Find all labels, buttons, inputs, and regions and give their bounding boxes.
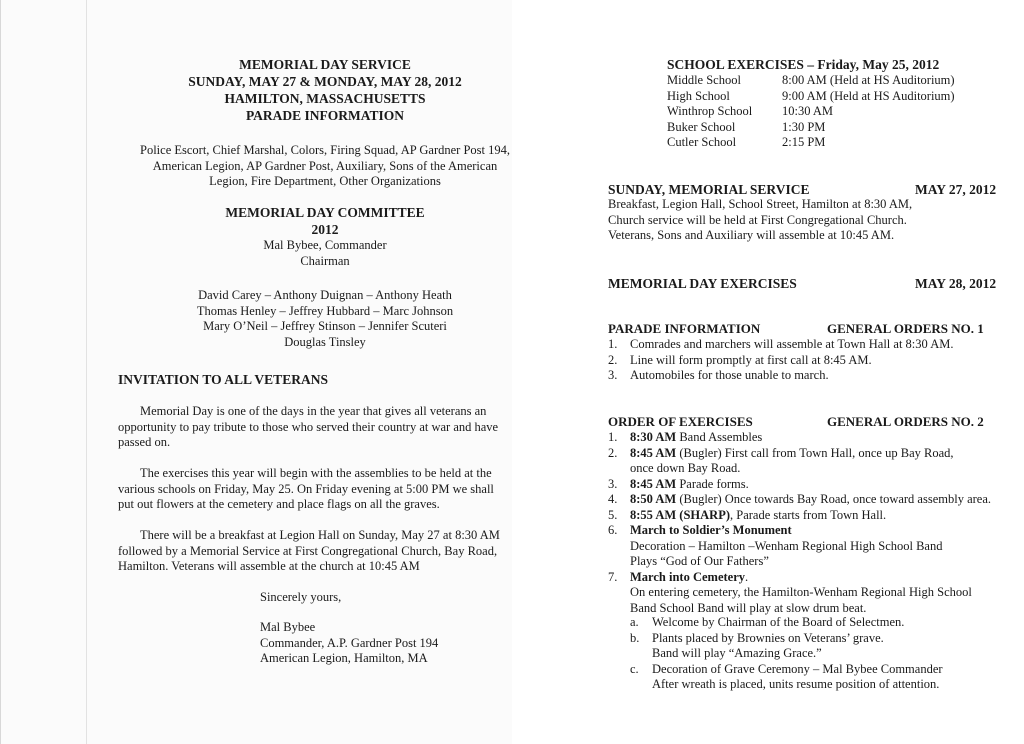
item-number: 1. [608,430,618,444]
exercises-date: MAY 28, 2012 [915,276,997,291]
school-time: 9:00 AM (Held at HS Auditorium) [782,88,955,103]
item-number: 3. [608,368,618,382]
para-line: put out flowers at the cemetery and place flags on all the graves. [118,497,440,511]
para-line: Hamilton. Veterans will assemble at the church at 10:45 AM [118,559,420,573]
para-line: The exercises this year will begin with the assemblies to be held at the [140,466,492,480]
units-line: Legion, Fire Department, Other Organizations [209,174,441,188]
para-line: passed on. [118,435,171,449]
item-text: Comrades and marchers will assemble at Town Hall at 8:30 AM. [630,337,954,351]
item-bold: 8:45 AM [630,476,677,491]
signature-line: American Legion, Hamilton, MA [260,651,428,665]
item-number: 3. [608,476,618,491]
item-text: After wreath is placed, units resume position of attention. [652,677,940,691]
item-bold: 8:45 AM [630,445,677,460]
item-number: 7. [608,569,618,584]
item-text: (Bugler) First call from Town Hall, once up Bay Road, [676,445,954,460]
item-number: 2. [608,445,618,460]
school-name: Buker School [667,119,736,134]
item-letter: b. [630,630,640,645]
sunday-service-title: SUNDAY, MEMORIAL SERVICE [608,182,810,197]
signature-line: Mal Bybee [260,620,316,634]
school-time: 8:00 AM (Held at HS Auditorium) [782,73,955,87]
item-text: Welcome by Chairman of the Board of Selectmen. [652,615,905,629]
item-bold: March to Soldier’s Monument [630,523,792,537]
header-line: SUNDAY, MAY 27 & MONDAY, MAY 28, 2012 [188,74,462,89]
item-text: Plants placed by Brownies on Veterans’ grave. [652,630,884,645]
item-text: once down Bay Road. [630,461,741,475]
school-name: High School [667,88,730,103]
item-text: Band Assembles [676,430,763,444]
item-text: (Bugler) Once towards Bay Road, once toward assembly area. [676,492,992,506]
parade-list [608,337,1008,387]
para-line: various schools on Friday, May 25. On Friday evening at 5:00 PM we shall [118,481,494,496]
exercises-title: MEMORIAL DAY EXERCISES [608,276,797,291]
signature-line: Commander, A.P. Gardner Post 194 [260,635,439,650]
item-bold: 8:50 AM [630,492,677,506]
item-number: 2. [608,352,618,367]
committee-title: MEMORIAL DAY COMMITTEE [225,205,425,220]
para-line: There will be a breakfast at Legion Hall on Sunday, May 27 at 8:30 AM [140,528,500,542]
school-time: 2:15 PM [782,135,826,149]
units-line: Police Escort, Chief Marshal, Colors, Firing Squad, AP Gardner Post 194, [140,143,510,157]
para-line: Memorial Day is one of the days in the year that gives all veterans an [140,404,487,418]
item-text: Band will play “Amazing Grace.” [652,646,822,660]
school-name: Middle School [667,73,741,87]
header-line: PARADE INFORMATION [245,108,405,123]
para-line: followed by a Memorial Service at First Congregational Church, Bay Road, [118,543,498,558]
members-line: Mary O’Neil – Jeffrey Stinson – Jennifer Scuteri [203,319,447,333]
signature-block [260,620,438,667]
para-line: opportunity to pay tribute to those who served their country at war and have [118,419,499,434]
item-number: 6. [608,523,618,537]
item-text: Automobiles for those unable to march. [630,368,829,382]
school-name: Cutler School [667,135,737,149]
order-of-exercises-title: ORDER OF EXERCISES [608,414,753,429]
item-text: Band School Band will play at slow drum beat. [630,600,867,615]
item-number: 1. [608,337,618,351]
sunday-line: Church service will be held at First Congregational Church. [608,212,907,227]
committee-year: 2012 [311,222,339,237]
cemetery-sublist [630,615,1010,695]
item-number: 5. [608,507,618,522]
chairman-label: Chairman [300,253,350,268]
committee-members [118,288,532,350]
members-line: Douglas Tinsley [284,334,366,349]
page-edge [86,0,87,744]
item-text: On entering cemetery, the Hamilton-Wenham Regional High School [630,585,972,599]
sunday-details [608,197,912,244]
item-text: Plays “God of Our Fathers” [630,554,769,568]
item-bold: 8:55 AM (SHARP) [630,507,730,522]
invitation-paragraph-1 [118,404,538,451]
item-bold: 8:30 AM [630,430,677,444]
item-text: , Parade starts from Town Hall. [730,507,887,522]
parade-info-title: PARADE INFORMATION [608,321,761,336]
item-letter: a. [630,615,639,629]
general-orders-2-title: GENERAL ORDERS NO. 2 [827,414,984,429]
general-orders-1-title: GENERAL ORDERS NO. 1 [827,321,984,336]
invitation-paragraph-3 [118,528,538,575]
order-list [608,430,1018,620]
item-text: Line will form promptly at first call at 8:45 AM. [630,352,872,367]
parade-units [118,143,532,190]
members-line: Thomas Henley – Jeffrey Hubbard – Marc Johnson [196,303,454,318]
item-text: Decoration of Grave Ceremony – Mal Bybee Commander [652,661,943,676]
invitation-title: INVITATION TO ALL VETERANS [118,372,328,387]
school-schedule [667,73,1007,153]
item-text: Parade forms. [676,476,749,491]
header-line: HAMILTON, MASSACHUSETTS [224,91,426,106]
members-line: David Carey – Anthony Duignan – Anthony Heath [198,288,452,302]
school-exercises-title: SCHOOL EXERCISES – Friday, May 25, 2012 [667,57,940,72]
commander-name: Mal Bybee, Commander [263,238,387,252]
sunday-line: Veterans, Sons and Auxiliary will assemble at 10:45 AM. [608,228,895,242]
header-line: MEMORIAL DAY SERVICE [239,57,411,72]
item-text: Decoration – Hamilton –Wenham Regional High School Band [630,538,943,553]
item-number: 4. [608,492,618,506]
item-text: . [745,569,749,584]
item-bold: March into Cemetery [630,569,746,584]
invitation-paragraph-2 [118,466,538,513]
item-letter: c. [630,661,639,676]
service-header [118,56,532,124]
sunday-service-date: MAY 27, 2012 [915,182,997,197]
school-time: 10:30 AM [782,104,834,118]
units-line: American Legion, AP Gardner Post, Auxiliary, Sons of the American [152,158,498,173]
committee-block [118,204,532,269]
sunday-line: Breakfast, Legion Hall, School Street, Hamilton at 8:30 AM, [608,197,913,211]
closing: Sincerely yours, [260,590,342,604]
school-time: 1:30 PM [782,119,826,134]
school-name: Winthrop School [667,104,753,118]
